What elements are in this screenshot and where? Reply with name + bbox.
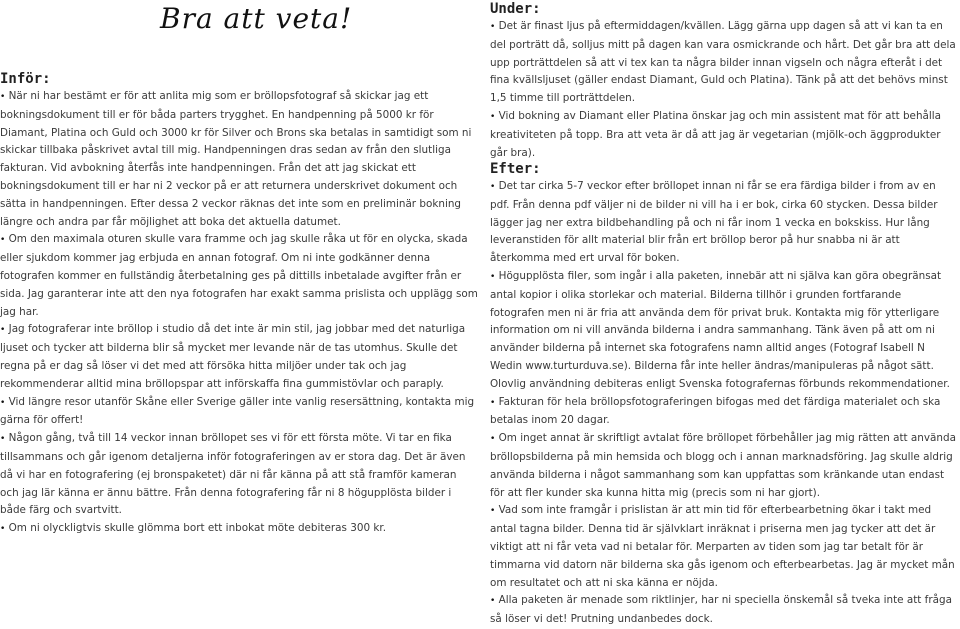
- after-item: [490, 268, 958, 394]
- during-item: [490, 108, 958, 162]
- bullet-icon: •: [490, 111, 496, 122]
- after-item: [490, 592, 958, 629]
- before-item: [0, 430, 478, 520]
- before-item-text: Någon gång, två till 14 veckor innan bröllopet ses vi för ett första möte. Vi tar en fika tillsammans och går igenom detaljerna inför fotograferingen av er stora dag. Det är även då vi har en fotografering (ej bronspaketet) där ni får känna på att stå framför kameran och jag lär känna er ännu bättre. Från denna fotografering får ni 8 högupplösta bilder i både färg och svartvitt.: [0, 432, 466, 517]
- before-item: [0, 520, 478, 539]
- bullet-icon: •: [0, 524, 6, 535]
- before-item-text: Jag fotograferar inte bröllop i studio då det inte är min stil, jag jobbar med det naturliga ljuset och tycker att bilderna blir så mycket mer levande när de tas utomhus. Skulle det regna på er dag så löser vi det med att försöka hitta miljöer under tak och jag rekommenderar alltid mina bröllopspar att införskaffa fina gummistövlar och paraply.: [0, 323, 466, 390]
- after-item-text: Fakturan för hela bröllopsfotograferingen bifogas med det färdiga materialet och ska betalas inom 20 dagar.: [490, 395, 941, 427]
- after-item: [490, 502, 958, 592]
- during-heading: Under:: [490, 1, 541, 17]
- bullet-icon: •: [0, 434, 6, 445]
- after-section: [490, 160, 958, 629]
- bullet-icon: •: [490, 22, 496, 32]
- during-section: [490, 0, 958, 162]
- bullet-icon: •: [0, 92, 6, 102]
- bullet-icon: •: [0, 325, 6, 336]
- during-item-text: Det är finast ljus på eftermiddagen/kvällen. Lägg gärna upp dagen så att vi kan ta en del porträtt då, solljus mitt på dagen kan vara osmickrande och hårt. Det går bra att dela upp porträttdelen så att vi tex kan ta några bilder innan vigseln och några efteråt i det fina kvällsljuset (gäller endast Diamant, Guld och Platina). Tänk på att det behövs minst 1,5 timme till porträttdelen.: [490, 20, 956, 105]
- bullet-icon: •: [490, 182, 496, 192]
- bullet-icon: •: [490, 506, 496, 517]
- before-item-text: När ni har bestämt er för att anlita mig som er bröllopsfotograf så skickar jag ett bokningsdokument till er för båda parters trygghet. En handpenning på 5000 kr för Diamant, Platina och Guld och 3000 kr för Silver och Brons ska betalas in samtidigt som ni skickar tillbaka påskrivet avtal till mig. Handpenningen dras sedan av från den slutliga fakturan. Vid avbokning återfås inte handpenningen. Från det att jag skickat ett bokningsdokument till er har ni 2 veckor på er att returnera underskrivet dokument och sätta in handpenningen. Efter dessa 2 veckor räknas det inte som en preliminär bokning längre och andra par får möjlighet att boka det aktuella datumet.: [0, 90, 472, 228]
- after-item: [490, 430, 958, 502]
- after-item-text: Vad som inte framgår i prislistan är att min tid för efterbearbetning ökar i takt med antal tagna bilder. Denna tid är självklart inräknat i priserna men jag tycker att det är viktigt att ni får veta vad ni betalar för. Merparten av tiden som jag tar betalt för är timmarna vid datorn när bilderna ska gås igenom och efterbearbetas. Jag är mycket mån om resultatet och att ni ska känna er nöjda.: [490, 504, 955, 589]
- after-item-text: Om inget annat är skriftligt avtalat före bröllopet förbehåller jag mig rätten att använda bröllopsbilderna på min hemsida och blogg och i annan marknadsföring. Jag skulle aldrig använda bilderna i något sammanhang som kan uppfattas som kränkande utan endast för att fler kunder ska kunna hitta mig (precis som ni har gjort).: [490, 432, 956, 499]
- before-heading: Inför:: [0, 71, 51, 87]
- bullet-icon: •: [490, 397, 496, 408]
- before-item: [0, 394, 478, 431]
- after-item: [490, 178, 958, 268]
- bullet-icon: •: [0, 397, 6, 408]
- during-item: [490, 18, 958, 108]
- during-item-text: Vid bokning av Diamant eller Platina önskar jag och min assistent mat för att behålla kreativiteten på topp. Bra att veta är då att jag är vegetarian (mjölk-och äggprodukter går bra).: [490, 109, 942, 159]
- before-item-text: Om ni olyckligtvis skulle glömma bort ett inbokat möte debiteras 300 kr.: [8, 522, 387, 535]
- before-section: [0, 70, 478, 539]
- after-item-text: Alla paketen är menade som riktlinjer, har ni speciella önskemål så tveka inte att fråga så löser vi det! Prutning undanbedes dock.: [490, 594, 952, 626]
- before-item-text: Om den maximala oturen skulle vara framme och jag skulle råka ut för en olycka, skada eller sjukdom kommer jag erbjuda en annan fotograf. Om ni inte godkänner denna fotografen kommer en fullständig återbetalning ges på dittills inbetalade avgifter från er sida. Jag garanterar inte att den nya fotografen har exakt samma prislista och upplägg som jag har.: [0, 233, 478, 318]
- bullet-icon: •: [490, 596, 496, 607]
- before-item-text: Vid längre resor utanför Skåne eller Sverige gäller inte vanlig resersättning, kontakta mig gärna för offert!: [0, 395, 475, 427]
- after-item: [490, 394, 958, 431]
- page-title: Bra att veta!: [160, 2, 353, 35]
- bullet-icon: •: [490, 271, 496, 282]
- after-heading: Efter:: [490, 161, 541, 177]
- before-item: [0, 231, 478, 321]
- before-item: [0, 88, 478, 231]
- after-item-text: Det tar cirka 5-7 veckor efter bröllopet innan ni får se era färdiga bilder i from av en pdf. Från denna pdf väljer ni de bilder ni vill ha i er bok, cirka 60 stycken. Dessa bilder lägger jag ner extra bildbehandling på och ni får inom 1 vecka en bokskiss. Hur lång leveranstiden för allt material blir från ert bröllop beror på hur snabba ni är att återkomma med ert urval för boken.: [490, 180, 938, 265]
- bullet-icon: •: [490, 434, 496, 445]
- after-item-text: Högupplösta filer, som ingår i alla paketen, innebär att ni själva kan göra obegränsat antal kopior i olika storlekar och material. Bilderna tillhör i grunden fortfarande fotografen men ni är fria att använda dem för privat bruk. Kontakta mig för ytterligare information om ni vill använda bilderna i andra sammanhang. Tänk även på att om ni använder bilderna på internet ska fotografens namn alltid anges (Fotograf Isabell N Wedin www.turturduva.se). Bilderna får inte heller ändras/manipuleras på något sätt. Olovlig användning debiteras enligt Svenska fotografernas förbunds rekommendationer.: [490, 269, 950, 390]
- before-item: [0, 321, 478, 393]
- bullet-icon: •: [0, 235, 6, 246]
